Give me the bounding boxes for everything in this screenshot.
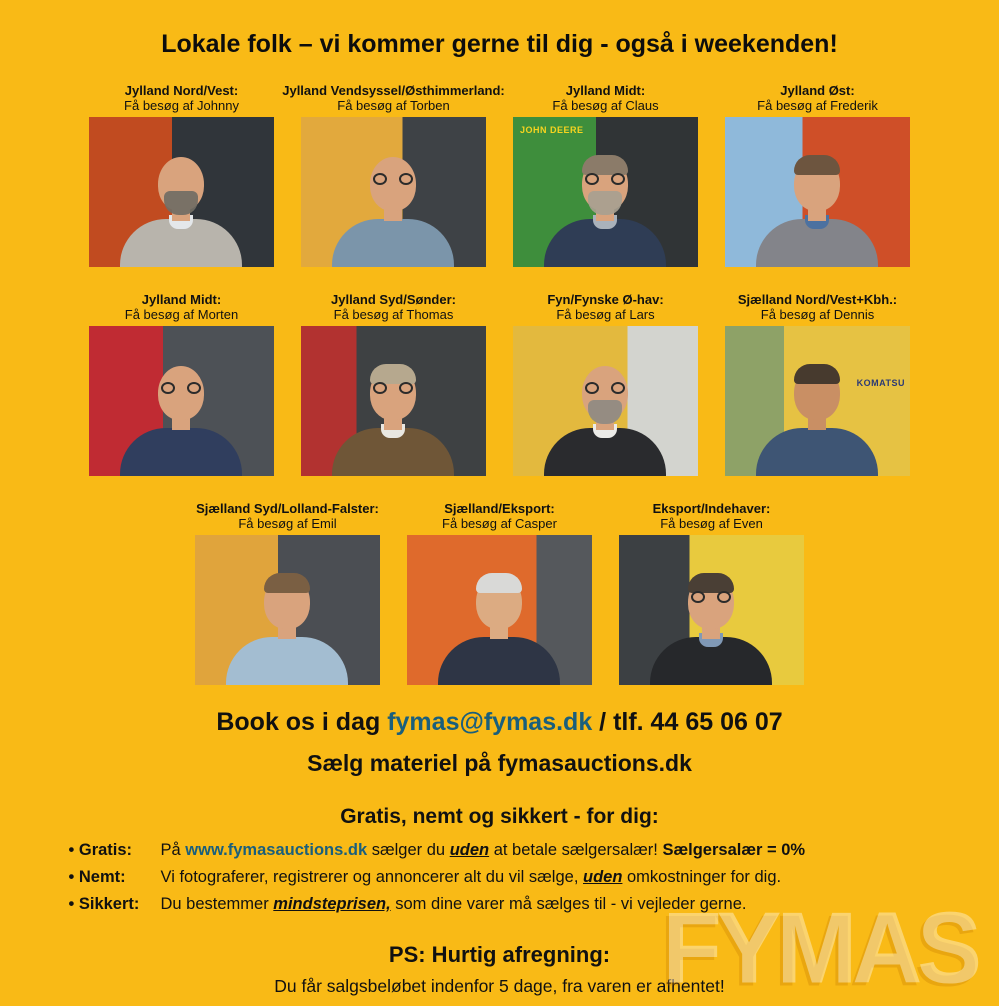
visit-label: Få besøg af Morten [124, 307, 239, 322]
region-label: Jylland Øst: [780, 83, 855, 98]
benefit-text-part: mindsteprisen, [273, 895, 391, 913]
person-cell-emil [195, 499, 380, 685]
benefit-row-2 [69, 864, 931, 891]
person-caption [725, 290, 910, 322]
machine-brand-label: KOMATSU [856, 378, 905, 388]
visit-label: Få besøg af Johnny [124, 98, 239, 113]
ps-heading: PS: Hurtig afregning: [388, 942, 611, 967]
sell-line: Sælg materiel på fymasauctions.dk [307, 750, 692, 776]
glasses-icon [161, 382, 175, 394]
region-label: Jylland Nord/Vest: [124, 83, 239, 98]
person-torso [756, 428, 878, 476]
photo-even [619, 535, 804, 685]
visit-label: Få besøg af Emil [238, 516, 337, 531]
glasses-icon [691, 591, 705, 603]
person-hair [370, 364, 416, 384]
people-grid [0, 81, 999, 685]
person-caption [282, 81, 505, 113]
photo-casper [407, 535, 592, 685]
benefit-label: • Gratis: [68, 841, 133, 859]
person-cell-even [619, 499, 804, 685]
glasses-icon [373, 382, 387, 394]
person-cell-johnny [89, 81, 274, 267]
visit-label: Få besøg af Claus [552, 98, 659, 113]
booking-line [0, 708, 999, 737]
website-link[interactable]: www.fymasauctions.dk [185, 841, 368, 859]
person-caption [619, 499, 804, 531]
email-link[interactable]: fymas@fymas.dk [387, 708, 593, 736]
person-hair [476, 573, 522, 593]
photo-johnny [89, 117, 274, 267]
photo-row-2 [0, 290, 999, 476]
photo-thomas [301, 326, 486, 476]
ps-text: Du får salgsbeløbet indenfor 5 dage, fra varen er afhentet! [274, 976, 725, 996]
glasses-icon [717, 591, 731, 603]
person-caption [725, 81, 910, 113]
person-torso [226, 637, 348, 685]
benefit-text-part: at betale sælgersalær! [489, 841, 663, 859]
person-beard [164, 191, 198, 215]
benefit-text [161, 864, 931, 891]
booking-phone: / tlf. 44 65 06 07 [592, 708, 783, 736]
photo-emil [195, 535, 380, 685]
person-torso [438, 637, 560, 685]
visit-label: Få besøg af Thomas [333, 307, 454, 322]
person-caption [89, 81, 274, 113]
person-cell-lars [513, 290, 698, 476]
glasses-icon [585, 173, 599, 185]
glasses-icon [187, 382, 201, 394]
glasses-icon [399, 382, 413, 394]
region-label: Jylland Midt: [565, 83, 646, 98]
region-label: Eksport/Indehaver: [652, 501, 771, 516]
person-hair [794, 364, 840, 384]
glasses-icon [399, 173, 413, 185]
person-caption [513, 81, 698, 113]
benefit-label: • Sikkert: [68, 895, 140, 913]
benefits-heading: Gratis, nemt og sikkert - for dig: [340, 805, 659, 828]
fymas-watermark-logo: FYMAS [662, 890, 977, 1005]
person-cell-dennis [725, 290, 910, 476]
person-caption [407, 499, 592, 531]
person-cell-torben [282, 81, 505, 267]
region-label: Jylland Midt: [141, 292, 222, 307]
benefit-text-part: Du bestemmer [160, 895, 274, 913]
glasses-icon [585, 382, 599, 394]
photo-dennis [725, 326, 910, 476]
person-torso [332, 219, 454, 267]
visit-label: Få besøg af Frederik [757, 98, 878, 113]
benefit-row-3 [69, 891, 931, 918]
region-label: Sjælland Nord/Vest+Kbh.: [737, 292, 898, 307]
benefit-text-part: På [160, 841, 186, 859]
person-caption [513, 290, 698, 322]
booking-prefix: Book os i dag [216, 708, 388, 736]
glasses-icon [611, 382, 625, 394]
visit-label: Få besøg af Lars [556, 307, 655, 322]
photo-row-1 [0, 81, 999, 267]
page-title: Lokale folk – vi kommer gerne til dig - også i weekenden! [161, 30, 838, 58]
visit-label: Få besøg af Casper [442, 516, 557, 531]
benefit-row-1 [69, 837, 931, 864]
region-label: Jylland Vendsyssel/Østhimmerland: [282, 83, 505, 98]
visit-label: Få besøg af Torben [337, 98, 450, 113]
photo-claus [513, 117, 698, 267]
benefit-text-part: uden [449, 841, 490, 859]
benefit-text [161, 891, 931, 918]
person-torso [120, 428, 242, 476]
glasses-icon [611, 173, 625, 185]
benefit-text-part: sælger du [367, 841, 450, 859]
machine-brand-label: JOHN DEERE [520, 125, 584, 135]
benefit-text [161, 837, 931, 864]
photo-torben [301, 117, 486, 267]
person-cell-thomas [301, 290, 486, 476]
person-caption [195, 499, 380, 531]
benefit-text-part: uden [583, 868, 623, 886]
person-hair [582, 155, 628, 175]
region-label: Sjælland/Eksport: [444, 501, 555, 516]
benefit-text-part: som dine varer må sælges til - vi vejleder gerne. [390, 895, 747, 913]
person-hair [688, 573, 734, 593]
photo-morten [89, 326, 274, 476]
benefit-text-part: omkostninger for dig. [622, 868, 782, 886]
person-cell-frederik [725, 81, 910, 267]
person-caption [89, 290, 274, 322]
person-cell-casper [407, 499, 592, 685]
photo-lars [513, 326, 698, 476]
person-hair [794, 155, 840, 175]
benefit-text-part: Vi fotograferer, registrerer og annoncerer alt du vil sælge, [160, 868, 583, 886]
region-label: Jylland Syd/Sønder: [331, 292, 456, 307]
person-hair [264, 573, 310, 593]
person-beard [588, 191, 622, 215]
person-beard [588, 400, 622, 424]
region-label: Sjælland Syd/Lolland-Falster: [196, 501, 379, 516]
benefit-text-part: Sælgersalær = 0% [662, 841, 806, 859]
person-cell-claus [513, 81, 698, 267]
person-caption [301, 290, 486, 322]
benefit-label: • Nemt: [68, 868, 126, 886]
visit-label: Få besøg af Dennis [760, 307, 875, 322]
photo-frederik [725, 117, 910, 267]
person-cell-morten [89, 290, 274, 476]
region-label: Fyn/Fynske Ø-hav: [547, 292, 664, 307]
benefits-list [69, 837, 931, 918]
visit-label: Få besøg af Even [660, 516, 763, 531]
glasses-icon [373, 173, 387, 185]
photo-row-3 [0, 499, 999, 685]
